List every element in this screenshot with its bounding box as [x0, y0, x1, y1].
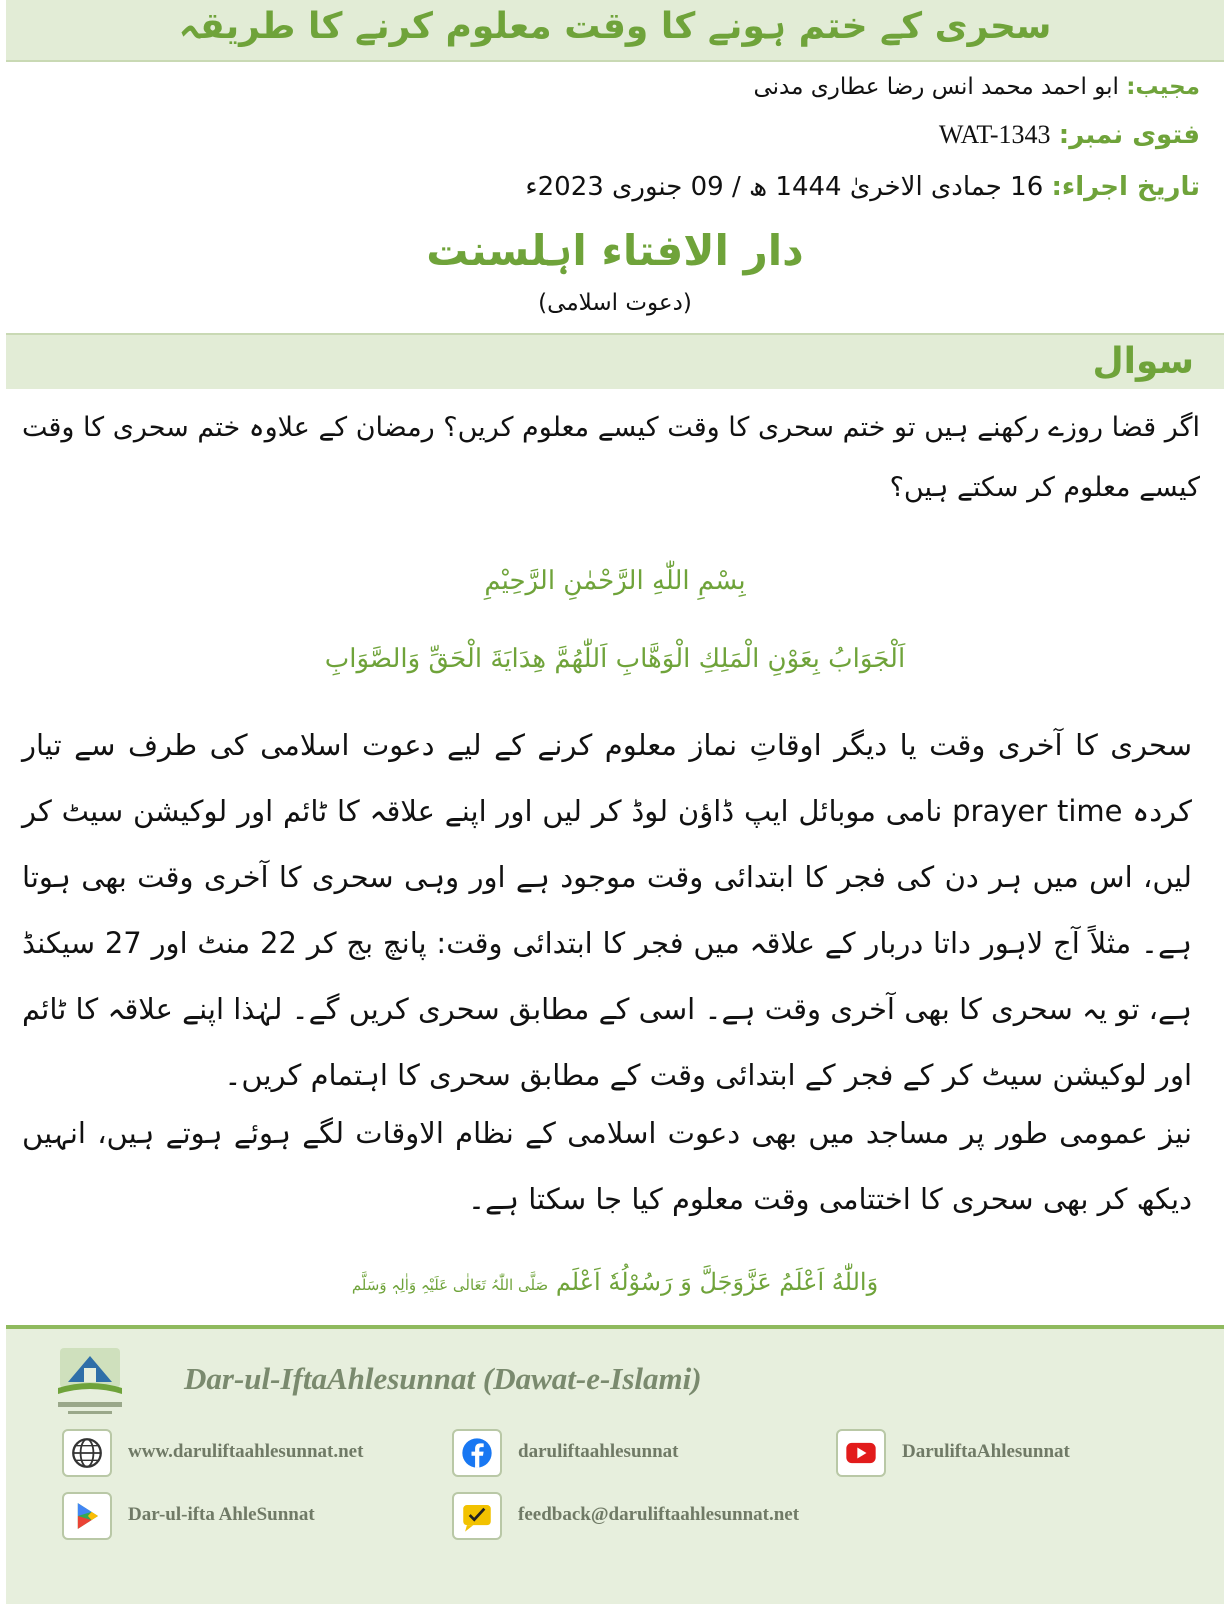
- youtube-icon: [836, 1429, 886, 1477]
- facebook-handle: daruliftaahlesunnat: [518, 1441, 679, 1462]
- footer-title: Dar-ul-IftaAhlesunnat (Dawat-e-Islami): [184, 1361, 702, 1396]
- playstore-app-name: Dar-ul-ifta AhleSunnat: [128, 1504, 315, 1525]
- answer-opening: اَلْجَوَابُ بِعَوْنِ الْمَلِكِ الْوَهَّابِ اَللّٰهُمَّ هِدَايَةَ الْحَقِّ وَالصَّوَابِ: [324, 644, 906, 674]
- closing-formula: [0, 1268, 1230, 1296]
- footer: [6, 1325, 1224, 1604]
- question-heading: سوال: [1092, 341, 1194, 382]
- basmala: بِسْمِ اللّٰهِ الرَّحْمٰنِ الرَّحِيْمِ: [484, 566, 746, 596]
- mujeeb-label: مجیب:: [1126, 74, 1200, 100]
- play-store-icon: [62, 1492, 112, 1540]
- issue-date-value: 16 جمادی الاخریٰ 1444 ھ / 09 جنوری 2023ء: [525, 172, 1044, 202]
- title-banner: [6, 0, 1224, 62]
- question-text: اگر قضا روزے رکھنے ہیں تو ختم سحری کا وقت کیسے معلوم کریں؟ رمضان کے علاوہ ختم سحری کا وقت کیسے معلوم کر سکتے ہیں؟: [22, 412, 1200, 503]
- feedback-email: feedback@daruliftaahlesunnat.net: [518, 1504, 800, 1525]
- issue-date-label: تاریخ اجراء:: [1051, 172, 1200, 202]
- globe-icon: [62, 1429, 112, 1477]
- fatwa-number-value: WAT-1343: [938, 120, 1051, 149]
- mujeeb-value: ابو احمد محمد انس رضا عطاری مدنی: [753, 74, 1119, 100]
- question-banner: [6, 333, 1224, 389]
- mujeeb-row: [30, 74, 1200, 100]
- fatwa-number-label: فتوی نمبر:: [1058, 120, 1200, 150]
- website-url: www.daruliftaahlesunnat.net: [128, 1441, 364, 1462]
- youtube-channel: DaruliftaAhlesunnat: [902, 1441, 1070, 1462]
- page-title: سحری کے ختم ہونے کا وقت معلوم کرنے کا طریقہ: [178, 6, 1052, 47]
- closing-salutation: صَلَّی اللّٰہُ تَعَالٰی عَلَیْہِ وَاٰلِہٖ وَسَلَّم: [351, 1276, 549, 1294]
- closing-main: وَاللّٰهُ اَعْلَمُ عَزَّوَجَلَّ وَ رَسُوْلُهٗ اَعْلَم: [555, 1268, 879, 1296]
- issue-date-row: [30, 172, 1200, 202]
- answer-paragraph-2: نیز عمومی طور پر مساجد میں بھی دعوت اسلامی کے نظام الاوقات لگے ہوئے ہوتے ہیں، انہیں دیکھ کر بھی سحری کا اختتامی وقت معلوم کیا جا سکتا ہے۔: [22, 1116, 1192, 1216]
- dar-ul-ifta-logo-icon: [50, 1342, 130, 1420]
- organization-name: دار الافتاء اہلسنت: [426, 226, 804, 275]
- organization-subtitle: (دعوت اسلامی): [538, 290, 692, 316]
- fatwa-number-row: [30, 120, 1200, 150]
- feedback-icon: [452, 1492, 502, 1540]
- facebook-icon: [452, 1429, 502, 1477]
- answer-paragraph-1: سحری کا آخری وقت یا دیگر اوقاتِ نماز معلوم کرنے کے لیے دعوت اسلامی کی طرف سے تیار کردہ prayer time نامی موبائل ایپ ڈاؤن لوڈ کر لیں اور اپنے علاقہ کا ٹائم اور لوکیشن سیٹ کر لیں، اس میں ہر دن کی فجر کا ابتدائی وقت موجود ہے اور وہی سحری کا آخری وقت بھی ہوتا ہے۔ مثلاً آج لاہور داتا دربار کے علاقہ میں فجر کا ابتدائی وقت: پانچ بج کر 22 منٹ اور 27 سیکنڈ ہے، تو یہ سحری کا بھی آخری وقت ہے۔ اسی کے مطابق سحری کریں گے۔ لہٰذا اپنے علاقہ کا ٹائم اور لوکیشن سیٹ کر کے فجر کے ابتدائی وقت کے مطابق سحری کا اہتمام کریں۔: [22, 728, 1192, 1092]
